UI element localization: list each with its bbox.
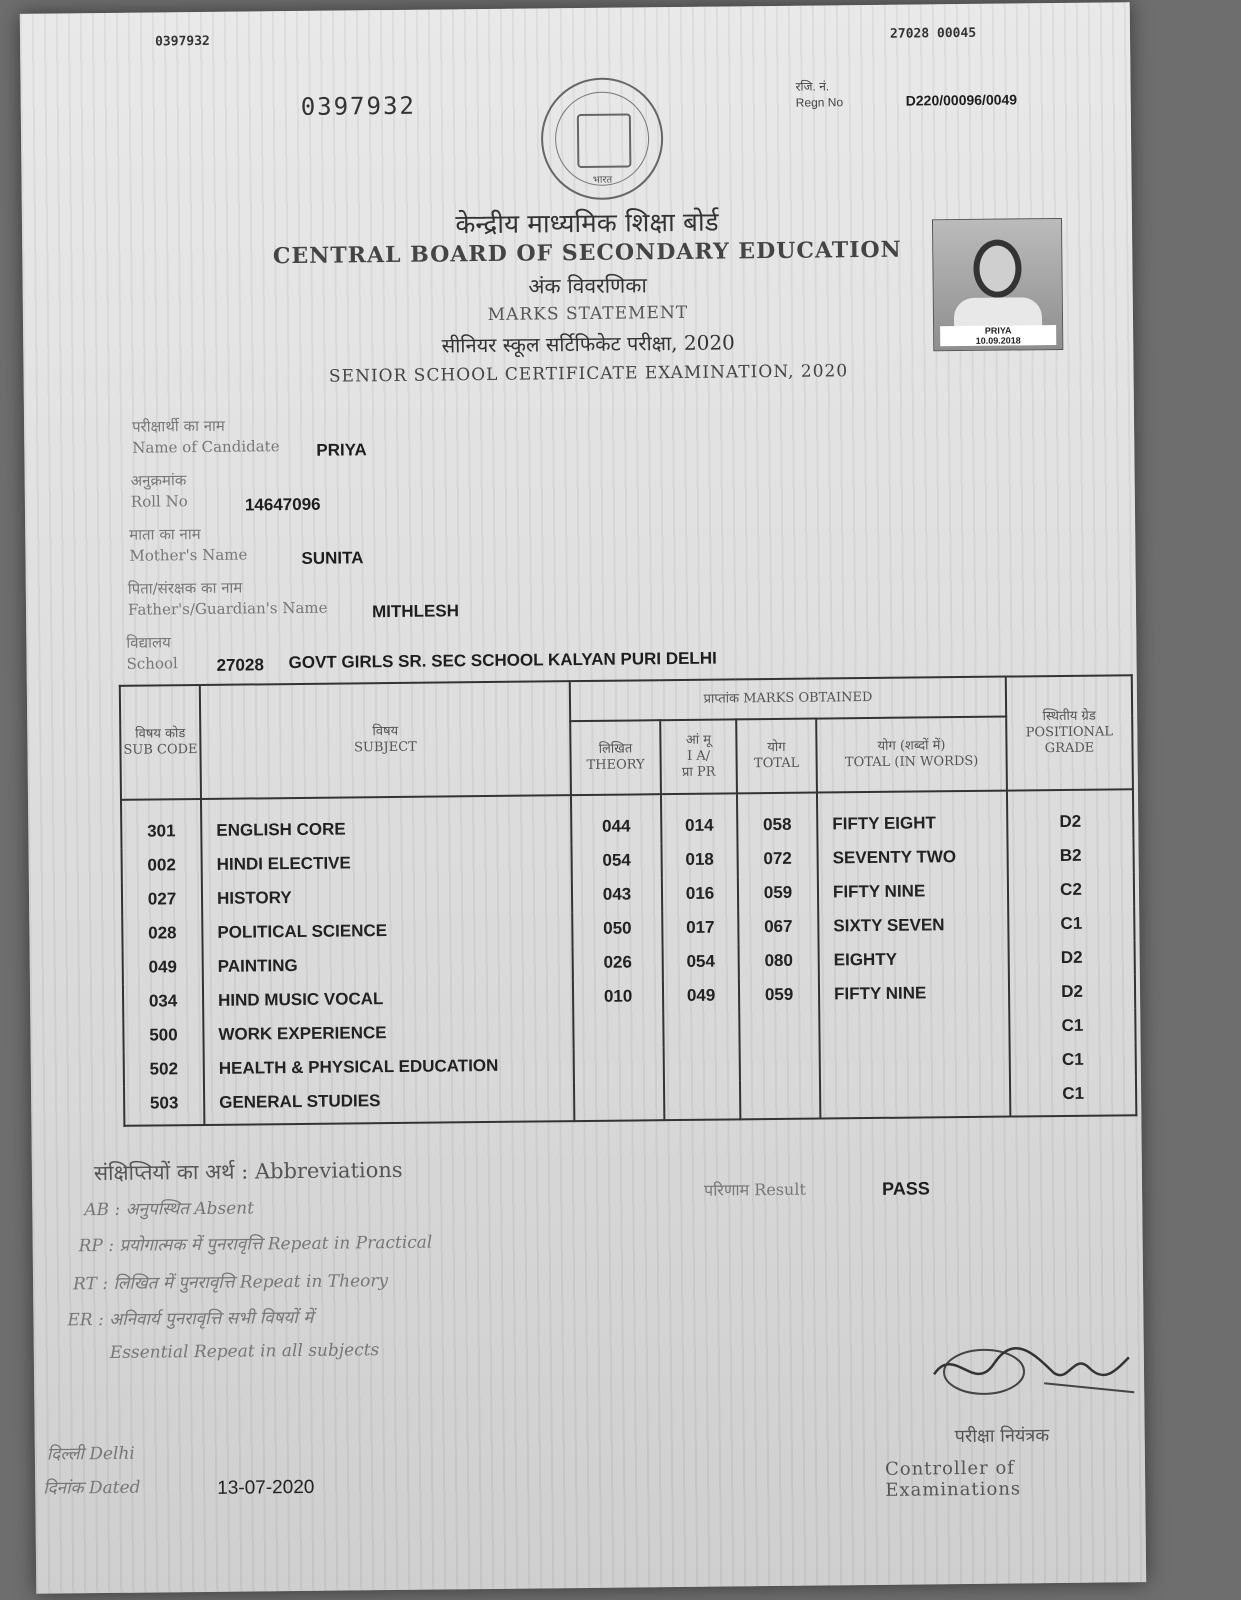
roll-label-hi: अनुक्रमांक [130,471,187,490]
school-label: School [126,654,178,673]
candidate-name-label: Name of Candidate [132,437,280,457]
abbreviation-repeat-practical: RP : प्रयोगात्मक में पुनरावृत्ति Repeat in Practical [78,1232,433,1257]
abbreviation-repeat-theory: RT : लिखित में पुनरावृत्ति Repeat in Theory [72,1271,389,1295]
result-value: PASS [882,1178,930,1199]
father-label-hi: पिता/संरक्षक का नाम [127,578,243,598]
document-title-english: MARKS STATEMENT [487,302,689,325]
total-in-words: SIXTY SEVEN [818,908,1008,944]
exam-name-english: SENIOR SCHOOL CERTIFICATE EXAMINATION, 2020 [328,361,849,387]
exam-name-hindi: सीनियर स्कूल सर्टिफिकेट परीक्षा, 2020 [441,330,735,358]
subject-code: 034 [123,984,203,1019]
header-marks-obtained: प्राप्तांक MARKS OBTAINED [570,677,1006,722]
practical-marks: 018 [661,842,737,877]
practical-marks: 014 [661,793,738,843]
total-marks: 059 [739,978,819,1013]
grade: C2 [1008,872,1134,907]
total-marks: 072 [737,842,817,877]
subject-code: 503 [124,1086,204,1126]
total-in-words [819,1010,1009,1046]
total-marks [739,1012,819,1047]
father-label: Father's/Guardian's Name [127,598,328,619]
abbreviations-title: संक्षिप्तियों का अर्थ : Abbreviations [93,1157,403,1186]
total-marks [740,1046,820,1081]
board-name-hindi: केन्द्रीय माध्यमिक शिक्षा बोर्ड [455,207,719,241]
regn-number: D220/00096/0049 [905,91,1018,109]
grade: C1 [1009,1008,1135,1043]
theory-marks: 044 [571,794,662,844]
grade: D2 [1009,974,1135,1009]
top-right-number: 27028 00045 [889,25,977,42]
dated-label: दिनांक Dated [43,1477,141,1499]
school-name: GOVT GIRLS SR. SEC SCHOOL KALYAN PURI DELHI [288,648,717,673]
subject-code: 500 [123,1018,203,1053]
subject-code: 502 [124,1052,204,1087]
school-label-hi: विद्यालय [126,633,171,652]
grade: C1 [1010,1076,1136,1116]
subject-name: GENERAL STUDIES [204,1082,574,1125]
subject-name: HISTORY [202,878,572,916]
header-ia-pr: आं मू I A/ प्रा PR [660,719,737,794]
controller-title-english: Controller of Examinations [884,1457,1022,1501]
grade: D2 [1007,789,1134,839]
subject-code: 301 [121,799,202,849]
regn-label-hi: रजि. नं. [795,79,830,94]
subject-code: 049 [123,950,203,985]
subject-code: 002 [122,848,202,883]
total-in-words: SEVENTY TWO [817,840,1007,876]
seal-caption: भारत [592,174,613,186]
theory-marks [573,1013,663,1048]
practical-marks [663,1012,739,1047]
practical-marks [664,1046,740,1081]
practical-marks: 049 [663,978,739,1013]
header-subcode: विषय कोड SUB CODE [120,685,201,800]
header-total-words: योग (शब्दों में) TOTAL (IN WORDS) [816,717,1007,793]
total-marks: 058 [737,793,818,843]
practical-marks: 054 [663,944,739,979]
mother-name: SUNITA [301,548,364,568]
candidate-name: PRIYA [316,440,367,460]
regn-label-en: Regn No [795,95,844,110]
father-name: MITHLESH [371,601,460,622]
photo-name: PRIYA [984,325,1012,336]
practical-marks: 017 [662,910,738,945]
grade: B2 [1007,838,1133,873]
subject-code: 027 [122,882,202,917]
abbreviation-absent: AB : अनुपस्थित Absent [84,1198,255,1221]
subject-name: POLITICAL SCIENCE [202,912,572,950]
subject-name: WORK EXPERIENCE [203,1014,573,1052]
total-in-words: FIFTY NINE [818,874,1008,910]
controller-title-hindi: परीक्षा नियंत्रक [954,1425,1050,1448]
document-title-hindi: अंक विवरणिका [528,273,647,299]
subject-name: HINDI ELECTIVE [202,844,572,882]
total-in-words: FIFTY NINE [819,976,1009,1012]
header-positional-grade: स्थितीय ग्रेड POSITIONAL GRADE [1006,675,1133,790]
marks-table [119,674,1138,1127]
result-label: परिणाम Result [704,1179,806,1200]
total-in-words: EIGHTY [819,942,1009,978]
header-subject: विषय SUBJECT [200,681,571,799]
total-marks [740,1080,820,1120]
photo-date: 10.09.2018 [975,335,1021,346]
serial-number: 0397932 [300,91,417,121]
theory-marks: 010 [573,979,663,1014]
theory-marks [574,1081,664,1121]
theory-marks: 050 [572,911,662,946]
total-marks: 059 [738,876,818,911]
practical-marks [664,1080,740,1120]
theory-marks: 043 [572,877,662,912]
subject-name: HEALTH & PHYSICAL EDUCATION [204,1048,574,1086]
mother-label-hi: माता का नाम [129,524,201,544]
candidate-photo [932,218,1063,351]
total-in-words [820,1044,1010,1080]
total-in-words [820,1078,1010,1119]
candidate-name-label-hi: परीक्षार्थी का नाम [131,416,225,436]
subject-name: HIND MUSIC VOCAL [203,980,573,1018]
date-value: 13-07-2020 [217,1476,315,1499]
practical-marks: 016 [662,876,738,911]
top-left-number: 0397932 [154,33,210,50]
place-label: दिल्ली Delhi [46,1443,135,1465]
board-name-english: CENTRAL BOARD OF SECONDARY EDUCATION [272,236,902,270]
theory-marks: 054 [571,843,661,878]
theory-marks: 026 [573,945,663,980]
subject-name: ENGLISH CORE [201,795,571,848]
header-theory: लिखित THEORY [570,720,661,795]
subject-name: PAINTING [203,946,573,984]
controller-signature [924,1332,1145,1404]
school-code: 27028 [216,655,264,675]
grade: D2 [1009,940,1135,975]
marks-statement-sheet [20,2,1146,1594]
total-marks: 080 [739,944,819,979]
theory-marks [574,1047,664,1082]
abbreviation-essential-repeat-en: Essential Repeat in all subjects [109,1340,380,1363]
total-marks: 067 [738,910,818,945]
roll-label: Roll No [130,492,188,511]
abbreviation-essential-repeat: ER : अनिवार्य पुनरावृत्ति सभी विषयों में [67,1307,314,1331]
total-in-words: FIFTY EIGHT [817,791,1008,842]
cbse-seal-logo [540,77,663,200]
grade: C1 [1010,1042,1136,1077]
subject-code: 028 [122,916,202,951]
mother-label: Mother's Name [129,545,248,565]
header-total: योग TOTAL [736,719,817,794]
grade: C1 [1008,906,1134,941]
roll-number: 14647096 [244,494,321,515]
